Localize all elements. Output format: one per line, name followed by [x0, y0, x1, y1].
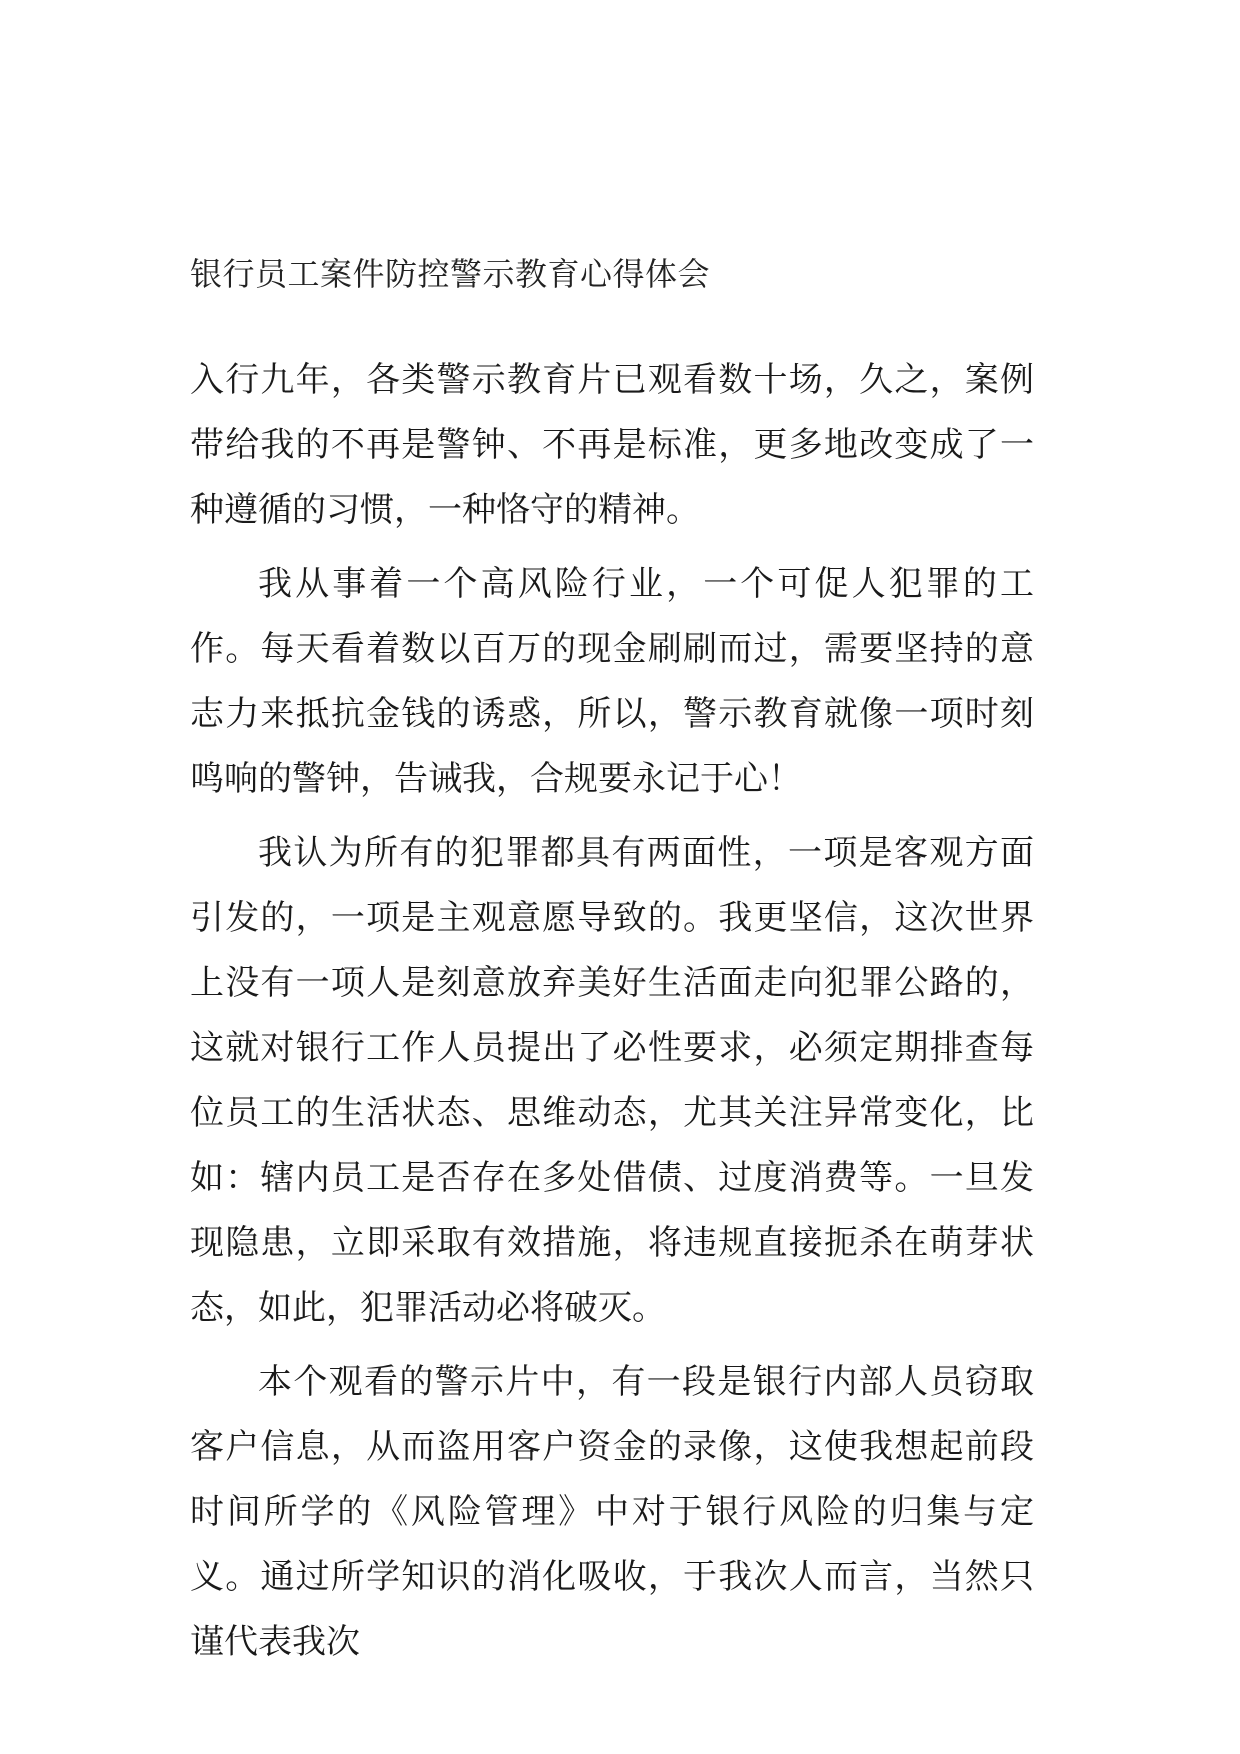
- paragraph-high-risk-work: 我从事着一个高风险行业，一个可促人犯罪的工作。每天看着数以百万的现金刷刷而过，需要坚持的意志力来抵抗金钱的诱惑，所以，警示教育就像一项时刻鸣响的警钟，告诫我，合规要永记于心！: [190, 564, 1034, 799]
- paragraph-warning-film: 本个观看的警示片中，有一段是银行内部人员窃取客户信息，从而盗用客户资金的录像，这使我想起前段时间所学的《风险管理》中对于银行风险的归集与定义。通过所学知识的消化吸收，于我次人而言，当然只谨代表我次: [190, 1362, 1034, 1662]
- paragraph-intro: 入行九年，各类警示教育片已观看数十场，久之，案例带给我的不再是警钟、不再是标准，更多地改变成了一种遵循的习惯，一种恪守的精神。: [190, 360, 1034, 530]
- document-body: [190, 348, 1034, 1684]
- document-title: 银行员工案件防控警示教育心得体会: [190, 255, 711, 293]
- paragraph-crime-duality: 我认为所有的犯罪都具有两面性，一项是客观方面引发的，一项是主观意愿导致的。我更坚信，这次世界上没有一项人是刻意放弃美好生活面走向犯罪公路的，这就对银行工作人员提出了必性要求，必须定期排查每位员工的生活状态、思维动态，尤其关注异常变化，比如：辖内员工是否存在多处借债、过度消费等。一旦发现隐患，立即采取有效措施，将违规直接扼杀在萌芽状态，如此，犯罪活动必将破灭。: [190, 833, 1034, 1328]
- document-page: [190, 0, 1034, 1754]
